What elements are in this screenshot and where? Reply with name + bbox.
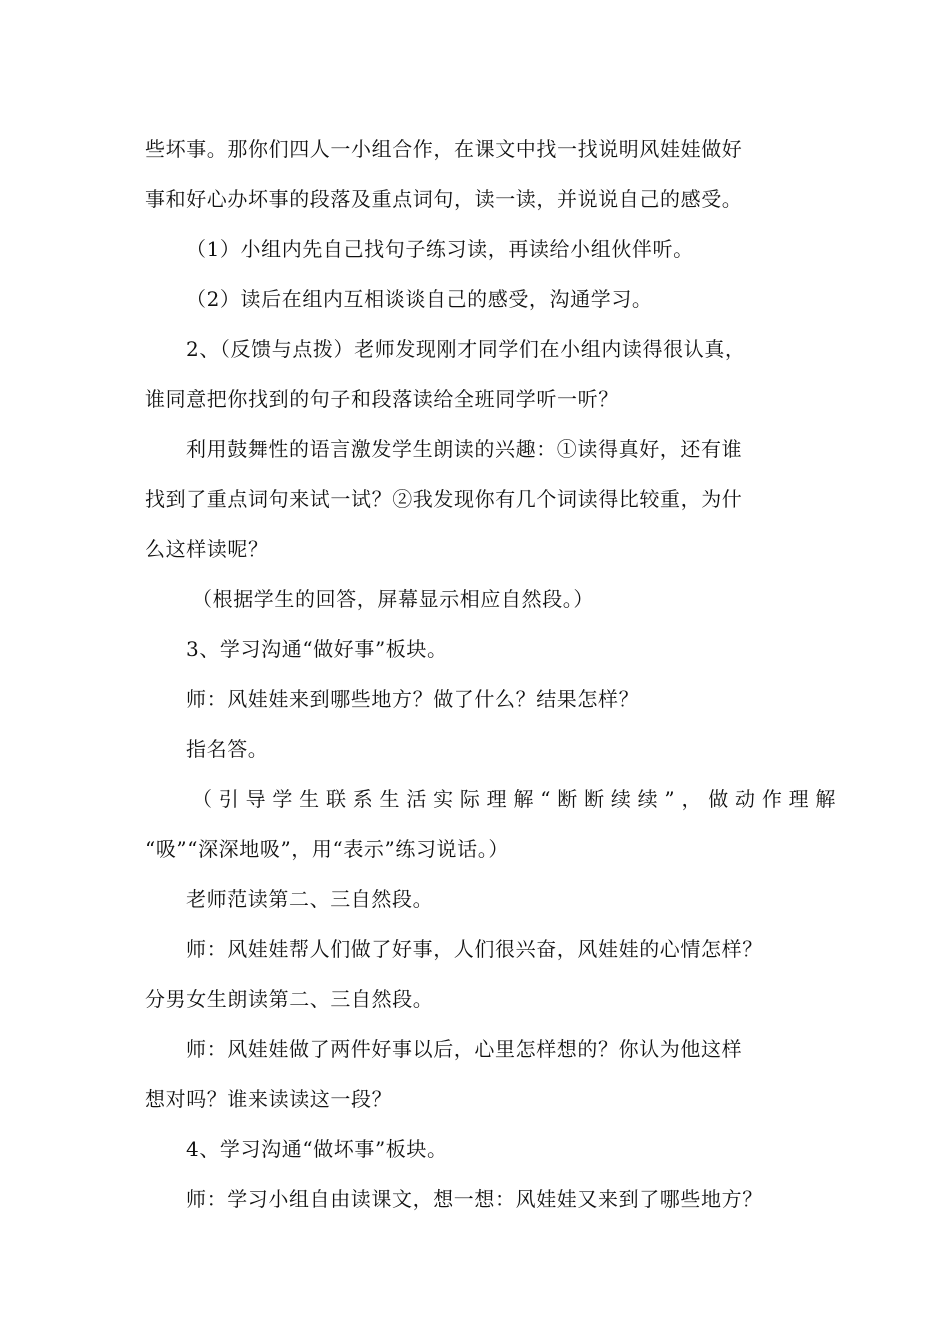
text-line: 3、学习沟通“做好事”板块。 xyxy=(186,637,448,661)
text-line: 师：学习小组自由读课文，想一想：风娃娃又来到了哪些地方？ xyxy=(186,1187,763,1211)
text-line: 谁同意把你找到的句子和段落读给全班同学听一听？ xyxy=(145,387,619,411)
text-line: 想对吗？谁来读读这一段？ xyxy=(145,1087,393,1111)
text-line: 2、（反馈与点拨）老师发现刚才同学们在小组内读得很认真， xyxy=(186,337,746,361)
text-line: 利用鼓舞性的语言激发学生朗读的兴趣：①读得真好，还有谁 xyxy=(186,437,743,461)
text-line: 些坏事。那你们四人一小组合作，在课文中找一找说明风娃娃做好 xyxy=(145,137,743,161)
text-line: （根据学生的回答，屏幕显示相应自然段。） xyxy=(192,587,594,611)
text-line: 指名答。 xyxy=(186,737,269,761)
text-line: 师：风娃娃来到哪些地方？做了什么？结果怎样？ xyxy=(186,687,640,711)
text-line: 师：风娃娃做了两件好事以后，心里怎样想的？你认为他这样 xyxy=(186,1037,743,1061)
text-line: 么这样读呢？ xyxy=(145,537,269,561)
text-line: 事和好心办坏事的段落及重点词句，读一读，并说说自己的感受。 xyxy=(145,187,743,211)
text-line: 老师范读第二、三自然段。 xyxy=(186,887,434,911)
text-line: （2）读后在组内互相谈谈自己的感受，沟通学习。 xyxy=(186,287,653,311)
text-line: 4、学习沟通“做坏事”板块。 xyxy=(186,1137,448,1161)
text-line: “吸”“深深地吸”，用“表示”练习说话。） xyxy=(145,837,509,861)
text-line: 找到了重点词句来试一试？②我发现你有几个词读得比较重，为什 xyxy=(145,487,743,511)
text-line: （1）小组内先自己找句子练习读，再读给小组伙伴听。 xyxy=(186,237,694,261)
text-line: （引导学生联系生活实际理解“断断续续”，做动作理解 xyxy=(192,787,836,811)
text-line: 分男女生朗读第二、三自然段。 xyxy=(145,987,434,1011)
text-line: 师：风娃娃帮人们做了好事，人们很兴奋，风娃娃的心情怎样？ xyxy=(186,937,763,961)
